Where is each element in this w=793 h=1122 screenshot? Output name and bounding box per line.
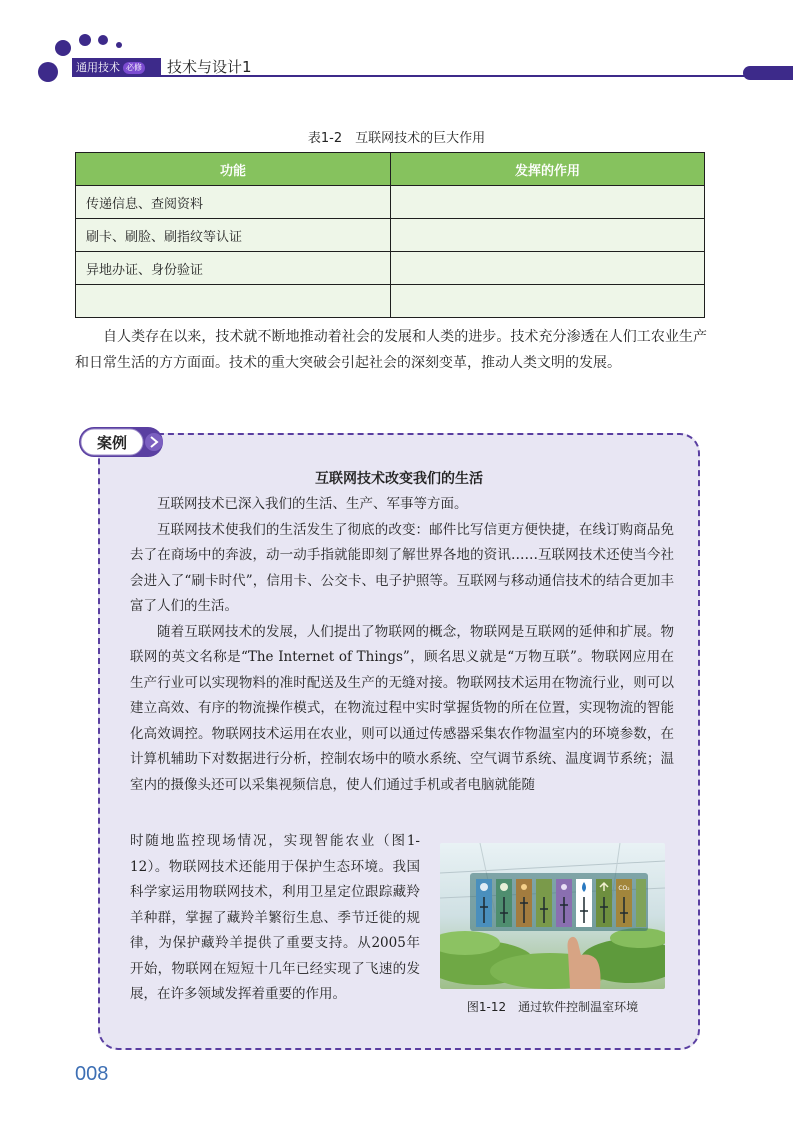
table-cell-function: 刷卡、刷脸、刷指纹等认证 xyxy=(76,219,391,252)
greenhouse-control-figure xyxy=(440,843,665,989)
header-book-title: 技术与设计1 xyxy=(167,58,252,76)
table-row xyxy=(76,252,705,285)
table-row xyxy=(76,285,705,318)
case-tab-label: 案例 xyxy=(96,434,128,452)
table-caption: 表1-2 互联网技术的巨大作用 xyxy=(307,131,486,146)
table-cell-function xyxy=(76,285,391,318)
case-title: 互联网技术改变我们的生活 xyxy=(315,471,483,487)
table-header-function: 功能 xyxy=(76,153,391,186)
table-header-row xyxy=(76,153,705,186)
case-paragraph: 互联网技术已深入我们的生活、生产、军事等方面。 xyxy=(157,496,468,512)
table-header-role: 发挥的作用 xyxy=(391,153,705,186)
header-side-tab xyxy=(743,66,793,80)
table-row xyxy=(76,219,705,252)
figure-caption: 图1-12 通过软件控制温室环境 xyxy=(466,1000,639,1014)
table-cell-role xyxy=(391,219,705,252)
header-badge: 必修 xyxy=(123,62,145,74)
page-number: 008 xyxy=(75,1063,109,1085)
co2-label: CO₂ xyxy=(618,885,630,892)
table-cell-function: 传递信息、查阅资料 xyxy=(76,186,391,219)
table-row xyxy=(76,186,705,219)
case-paragraph: 互联网技术使我们的生活发生了彻底的改变：邮件比写信更方便快捷，在线订购商品免去了在商场中的奔波，动一动手指就能即刻了解世界各地的资讯……互联网技术还使当今社会进入了“刷卡时代”，信用卡、公交卡、电子护照等。互联网与移动通信技术的结合更加丰富了人们的生活。 xyxy=(130,521,674,614)
function-table xyxy=(75,152,705,318)
case-body xyxy=(130,492,674,798)
table-cell-role xyxy=(391,186,705,219)
table-cell-role xyxy=(391,285,705,318)
case-continuation: 时随地监控现场情况，实现智能农业（图1-12）。物联网技术还能用于保护生态环境。我国科学家运用物联网技术，利用卫星定位跟踪藏羚羊种群，掌握了藏羚羊繁衍生息、季节迁徙的规律，为保护藏羚羊提供了重要支持。从2005年开始，物联网在短短十几年已经实现了飞速的发展，在许多领域发挥着重要的作用。 xyxy=(130,833,420,1002)
case-paragraph: 随着互联网技术的发展，人们提出了物联网的概念，物联网是互联网的延伸和扩展。物联网的英文名称是“The Internet of Things”，顾名思义就是“万物互联”。物联网应用在生产行业可以实现物料的准时配送及生产的无缝对接。物联网技术运用在物流行业，则可以建立高效、有序的物流操作模式，在物流过程中实时掌握货物的所在位置，实现物流的智能化高效调控。物联网技术运用在农业，则可以通过传感器采集农作物温室内的环境参数，在计算机辅助下对数据进行分析，控制农场中的喷水系统、空气调节系统、温度调节系统；温室内的摄像头还可以采集视频信息，使人们通过手机或者电脑就能随 xyxy=(130,623,674,793)
intro-paragraph: 自人类存在以来，技术就不断地推动着社会的发展和人类的进步。技术充分渗透在人们工农业生产和日常生活的方方面面。技术的重大突破会引起社会的深刻变革，推动人类文明的发展。 xyxy=(75,329,707,371)
case-tab xyxy=(78,425,170,459)
table-cell-role xyxy=(391,252,705,285)
header-series: 通用技术 xyxy=(76,61,120,74)
table-cell-function: 异地办证、身份验证 xyxy=(76,252,391,285)
header-series-band xyxy=(72,58,161,77)
